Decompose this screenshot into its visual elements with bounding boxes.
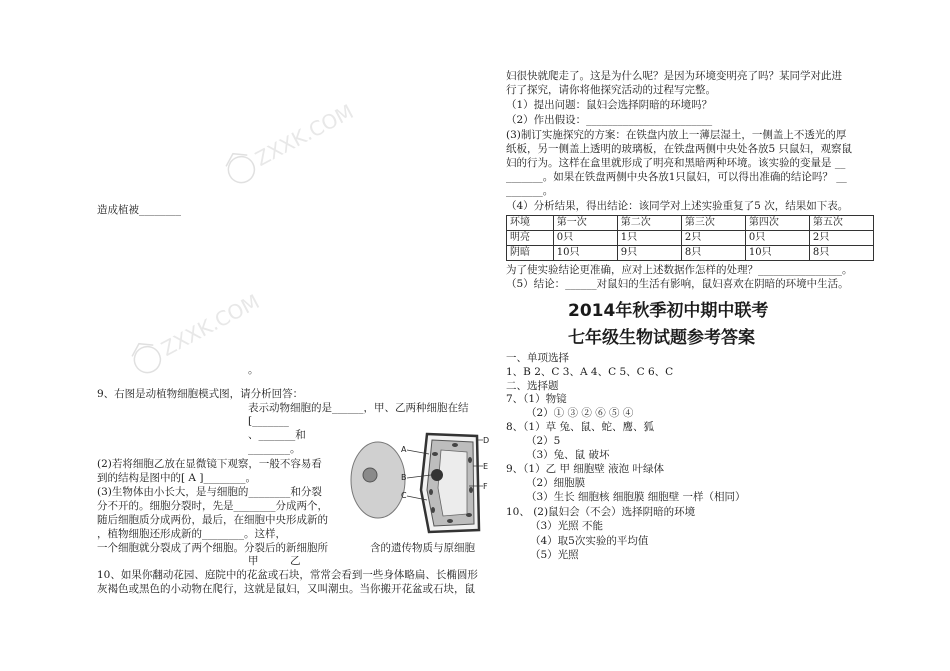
- q9-1-line-c: 、_______和: [248, 429, 306, 441]
- r-line-2: 行了探究，请你将他探究活动的过程写完整。: [506, 84, 716, 96]
- answer-line: 1、B 2、C 3、A 4、C 5、C 6、C: [506, 366, 674, 378]
- table-cell: 明亮: [507, 231, 554, 246]
- answer-line: （3）光照 不能: [530, 520, 604, 532]
- q10-line-a: 10、如果你翻动花园、庭院中的花盆或石块，常常会看到一些身体略扁、长椭圆形: [97, 569, 478, 581]
- r-line-7: 妇的行为。这样在盒里就形成了明亮和黑暗两种环境。该实验的变量是 __: [506, 157, 846, 169]
- q9-3-line-a: (3)生物体由小长大，是与细胞的________和分裂: [97, 486, 322, 498]
- period-mark: 。: [248, 364, 259, 376]
- table-cell: 0只: [745, 231, 809, 246]
- table-row: [507, 246, 874, 261]
- label-a: A: [401, 445, 407, 454]
- plant-cell-nucleus: [431, 469, 443, 481]
- label-c: C: [401, 491, 407, 500]
- q9-3-line-c: 随后细胞质分成两份，最后，在细胞中央形成新的: [97, 514, 328, 526]
- q9-2-line-a: (2)若将细胞乙放在显微镜下观察，一般不容易看: [97, 458, 322, 470]
- crops-line: 造成植被________: [97, 204, 181, 216]
- animal-cell-membrane: [351, 442, 405, 518]
- label-d: D: [483, 436, 490, 445]
- answer-line: 一、单项选择: [506, 352, 569, 364]
- answer-line: 10、 (2)鼠妇会（不会）选择阴暗的环境: [506, 506, 696, 518]
- r-line-8: _______。如果在铁盘两侧中央各放1只鼠妇，可以得出准确的结论吗？ __: [506, 171, 847, 183]
- answer-line: 8、（1）草 兔、鼠、蛇、鹰、狐: [506, 421, 654, 433]
- watermark-text: ZXXK.COM: [251, 99, 358, 171]
- table-cell: 8只: [809, 246, 873, 261]
- r-line-12: （5）结论：______对鼠妇的生活有影响，鼠妇喜欢在阴暗的环境中生活。: [506, 278, 849, 290]
- table-header-cell: 第二次: [617, 216, 681, 231]
- q9-1-line-a: 表示动物细胞的是______，甲、乙两种细胞在结: [248, 402, 469, 414]
- cell-diagram: [345, 430, 490, 542]
- table-header-cell: 第五次: [809, 216, 873, 231]
- table-cell: 1只: [617, 231, 681, 246]
- answer-line: 二、选择题: [506, 380, 559, 392]
- table-cell: 0只: [553, 231, 617, 246]
- q9-1-line-d: ________。: [248, 443, 301, 455]
- r-line-5: (3)制订实施探究的方案：在铁盘内放上一薄层湿土，一侧盖上不透光的厚: [506, 129, 847, 141]
- table-header-cell: 第一次: [553, 216, 617, 231]
- label-f: F: [483, 482, 488, 491]
- r-line-11: 为了使实验结论更准确，应对上述数据作怎样的处理？________________。: [506, 264, 853, 276]
- table-header-row: [507, 216, 874, 231]
- table-cell: 10只: [553, 246, 617, 261]
- q9-2-line-b: 到的结构是图中的[ A ]________。: [97, 472, 256, 484]
- q9-stem: 9、右图是动植物细胞模式图，请分析回答：: [97, 388, 304, 400]
- answer-line: （2）5: [526, 435, 561, 447]
- q9-3-line-d: ，植物细胞还形成新的________。这样，: [97, 528, 286, 540]
- q9-3-line-e: 一个细胞就分裂成了两个细胞。分裂后的新细胞所: [97, 542, 328, 554]
- label-e: E: [483, 462, 489, 471]
- answer-line: 7、（1）物镜: [506, 393, 567, 405]
- q9-3-line-b: 分不开的。细胞分裂时，先是________分成两个，: [97, 500, 328, 512]
- results-table: [506, 215, 874, 261]
- answer-line: （2）① ③ ② ⑥ ⑤ ④: [526, 407, 634, 419]
- figure-caption-jia: 甲: [248, 555, 259, 567]
- r-line-3: （1）提出问题：鼠妇会选择阴暗的环境吗？: [506, 99, 713, 111]
- figure-caption-yi: 乙: [290, 555, 301, 567]
- table-header-cell: 第三次: [681, 216, 745, 231]
- answer-title-1: 2014年秋季初中期中联考: [568, 301, 769, 321]
- r-line-6: 纸板，另一侧盖上透明的玻璃板，在铁盘两侧中央处各放5 只鼠妇，观察鼠: [506, 143, 853, 155]
- watermark: [118, 289, 264, 370]
- watermark-text: ZXXK.COM: [157, 289, 264, 361]
- table-header-cell: 环境: [507, 216, 554, 231]
- plant-cell-vacuole: [438, 450, 467, 516]
- answer-line: （3）兔、鼠 破坏: [526, 449, 610, 461]
- answer-line: （4）取5次实验的平均值: [530, 535, 649, 547]
- animal-cell-nucleus: [363, 468, 377, 482]
- table-cell: 10只: [745, 246, 809, 261]
- label-b: B: [401, 473, 407, 482]
- table-row: [507, 231, 874, 246]
- q9-3-line-e-tail: 含的遗传物质与原细胞: [370, 542, 475, 554]
- answer-line: 9、（1）乙 甲 细胞壁 液泡 叶绿体: [506, 463, 664, 475]
- r-line-10: （4）分析结果，得出结论：该同学对上述实验重复了5 次，结果如下表。: [506, 200, 849, 212]
- answer-title-2: 七年级生物试题参考答案: [568, 328, 755, 348]
- answer-line: （5）光照: [530, 549, 579, 561]
- table-cell: 8只: [681, 246, 745, 261]
- r-line-4: （2）作出假设：________________________: [506, 114, 713, 126]
- table-cell: 2只: [809, 231, 873, 246]
- answer-line: （2）细胞膜: [526, 477, 586, 489]
- table-header-cell: 第四次: [745, 216, 809, 231]
- r-line-1: 妇很快就爬走了。这是为什么呢？是因为环境变明亮了吗？某同学对此进: [506, 70, 842, 82]
- table-cell: 9只: [617, 246, 681, 261]
- q10-line-b: 灰褐色或黑色的小动物在爬行，这就是鼠妇，又叫潮虫。当你搬开花盆或石块，鼠: [97, 583, 475, 595]
- r-line-9: _______。: [506, 185, 554, 197]
- table-cell: 2只: [681, 231, 745, 246]
- watermark: [212, 99, 358, 180]
- answer-line: （3）生长 细胞核 细胞膜 细胞壁 一样（相同）: [526, 491, 746, 503]
- table-cell: 阴暗: [507, 246, 554, 261]
- q9-1-line-b: [_______: [248, 415, 289, 427]
